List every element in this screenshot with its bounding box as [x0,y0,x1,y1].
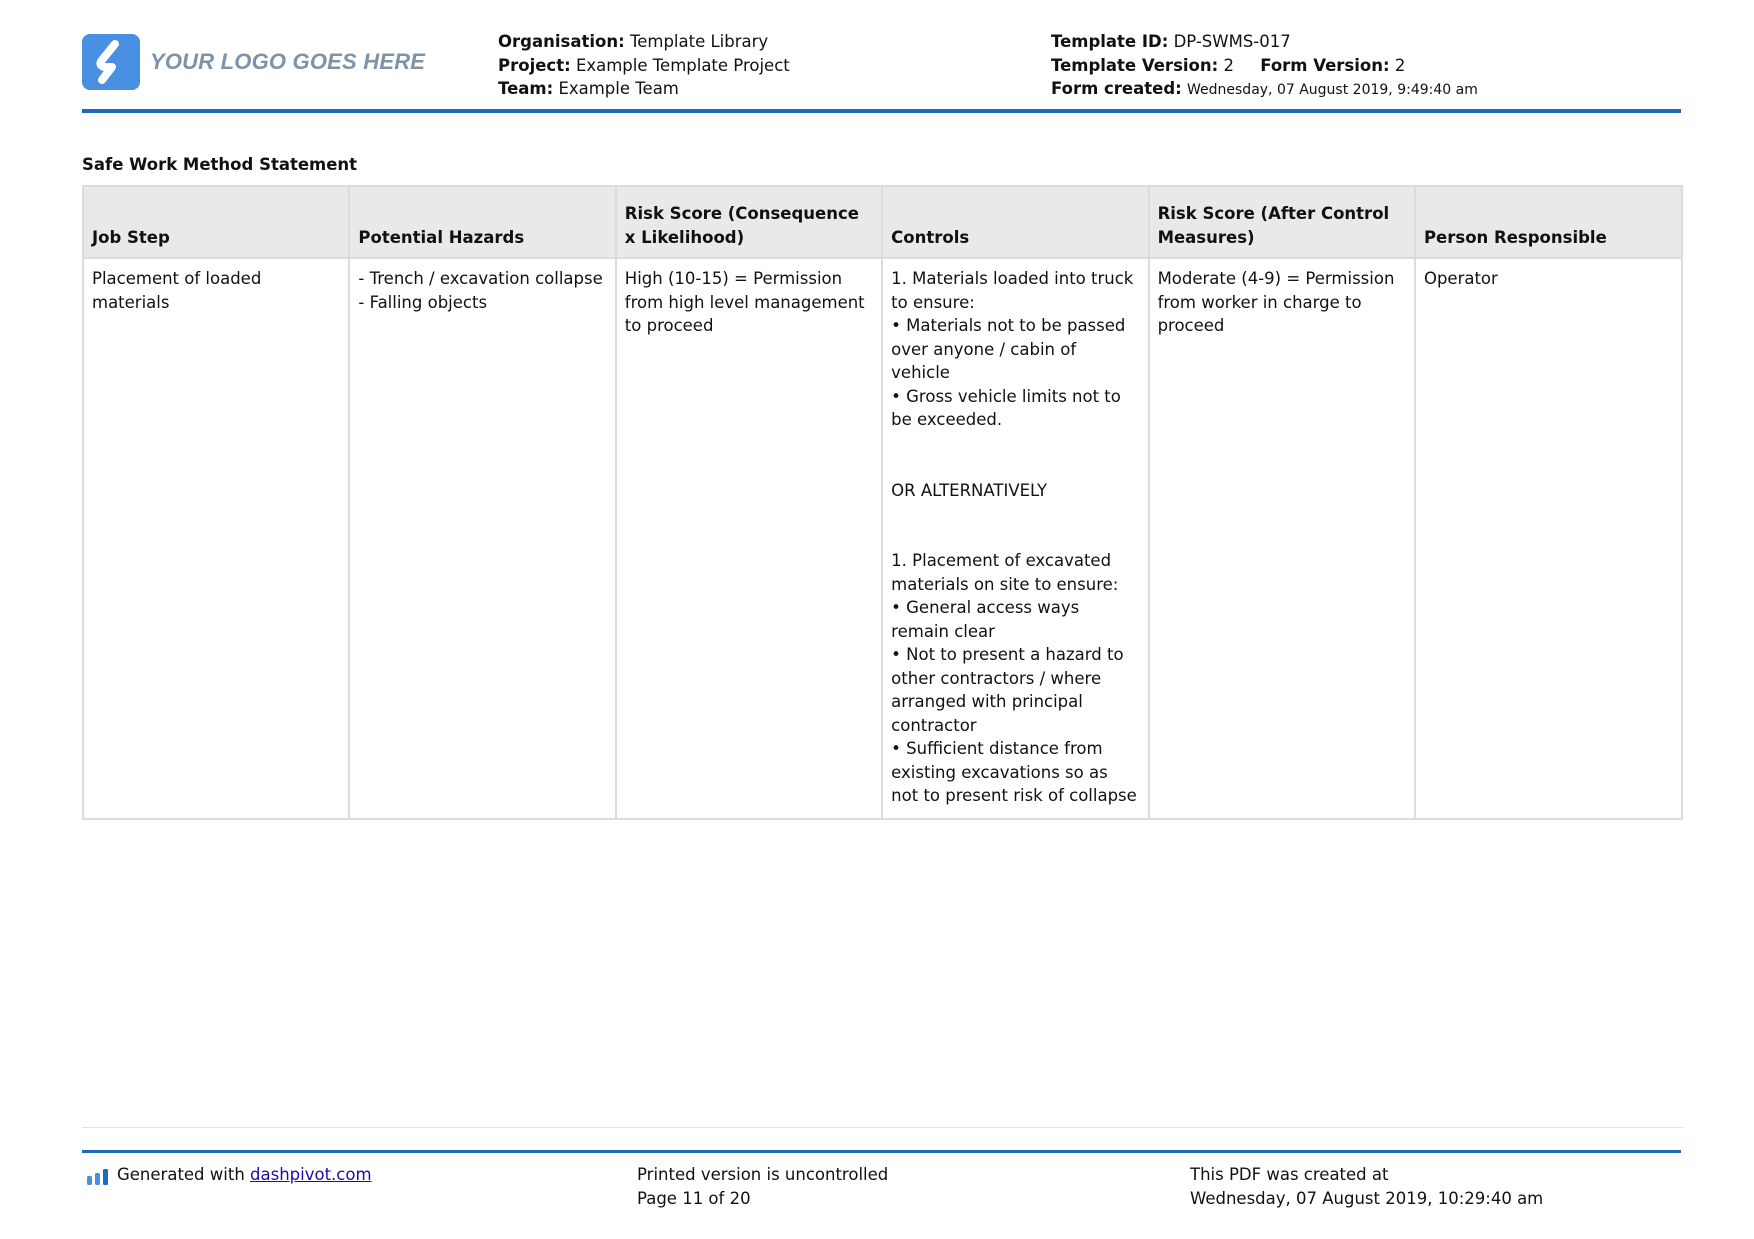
hazard-item: - Trench / excavation collapse [358,269,603,288]
project-label: Project: [498,55,571,75]
controls-cell [882,258,1148,819]
pdf-created-value: Wednesday, 07 August 2019, 10:29:40 am [1190,1188,1544,1208]
header-divider [82,109,1681,113]
job-step-cell: Placement of loaded materials [83,258,349,819]
hazard-item: - Falling objects [358,292,488,312]
controls-intro: 1. Materials loaded into truck to ensure: [891,269,1134,312]
team-value: Example Team [558,79,679,98]
organisation-value: Template Library [629,32,769,51]
organisation-line [498,30,790,54]
risk-score-cell: High (10-15) = Permission from high level management to proceed [616,258,882,819]
page-header [82,30,1680,110]
template-id-label: Template ID: [1051,32,1169,51]
team-label: Team: [498,79,554,98]
footer-thin-divider [82,1127,1683,1128]
dashpivot-link[interactable]: dashpivot.com [250,1165,372,1184]
controls-item: • General access ways remain clear [891,598,1080,641]
form-version-label: Form Version: [1260,55,1390,75]
table-row [83,258,1682,819]
project-value: Example Template Project [575,55,790,75]
version-line [1051,54,1478,78]
spacer [891,432,1139,479]
column-header-controls: Controls [882,186,1148,258]
spacer [891,502,1139,549]
pdf-created-label: This PDF was created at [1190,1165,1389,1184]
template-version-value: 2 [1223,55,1234,75]
page-number: Page 11 of 20 [637,1188,751,1208]
table-header-row [83,186,1682,258]
organisation-meta [498,30,790,101]
footer-divider [82,1150,1681,1153]
footer-created [1190,1163,1543,1210]
organisation-label: Organisation: [498,32,625,51]
logo-text: YOUR LOGO GOES HERE [150,49,426,74]
column-header-person: Person Responsible [1415,186,1682,258]
template-meta [1051,30,1478,103]
risk-after-cell: Moderate (4-9) = Permission from worker in charge to proceed [1149,258,1415,819]
project-line [498,54,790,78]
template-id-line [1051,30,1478,54]
controls-alternative: OR ALTERNATIVELY [891,480,1048,500]
footer-print-info [637,1163,888,1210]
column-header-job-step: Job Step [83,186,349,258]
form-created-label: Form created: [1051,79,1182,98]
template-id-value: DP-SWMS-017 [1173,32,1291,51]
printed-notice: Printed version is uncontrolled [637,1165,889,1184]
form-created-value: Wednesday, 07 August 2019, 9:49:40 am [1187,82,1478,98]
hazards-cell [349,258,615,819]
footer-generated [117,1163,372,1187]
person-cell: Operator [1415,258,1682,819]
column-header-risk-score: Risk Score (Consequence x Likelihood) [616,186,882,258]
team-line [498,77,790,101]
controls-intro-b: 1. Placement of excavated materials on site to ensure: [891,551,1119,594]
form-version-value: 2 [1394,55,1406,75]
template-version-label: Template Version: [1051,55,1219,75]
column-header-hazards: Potential Hazards [349,186,615,258]
controls-item: • Not to present a hazard to other contractors / where arranged with principal contractor [891,645,1124,735]
controls-item: • Gross vehicle limits not to be exceeded. [891,386,1121,429]
column-header-risk-after: Risk Score (After Control Measures) [1149,186,1415,258]
generated-prefix: Generated with [117,1165,251,1184]
controls-item: • Sufficient distance from existing excavations so as not to present risk of collapse [891,739,1137,805]
section-title: Safe Work Method Statement [82,155,358,174]
form-created-line [1051,77,1478,103]
dashpivot-logo-icon [86,1167,110,1187]
logo-icon [82,34,140,90]
controls-item: • Materials not to be passed over anyone / cabin of vehicle [891,316,1126,382]
swms-table [82,185,1683,820]
